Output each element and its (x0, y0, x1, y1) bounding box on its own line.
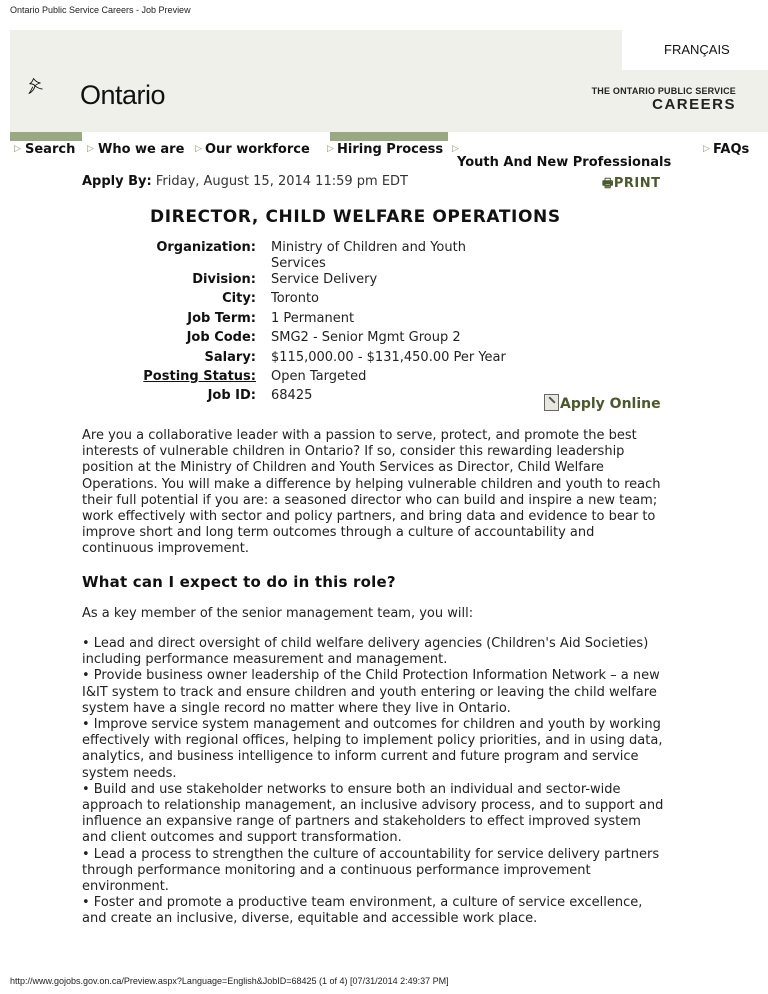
print-header: Ontario Public Service Careers - Job Preview (10, 5, 191, 15)
printer-icon: 🖶 (602, 176, 614, 190)
nav-arrow-icon: ▷ (14, 144, 21, 154)
detail-value (271, 240, 680, 272)
detail-row (60, 311, 680, 330)
detail-row (60, 369, 680, 388)
nav-accent-hiring (330, 132, 448, 141)
nav-accent-search (10, 132, 82, 141)
detail-value: $115,000.00 - $131,450.00 Per Year (271, 349, 506, 365)
nav-hiring-process[interactable]: Hiring Process (337, 142, 444, 157)
detail-label: Organization: (156, 240, 256, 255)
detail-row (60, 330, 680, 349)
detail-value: Service Delivery (271, 272, 378, 287)
apply-online-button[interactable] (544, 394, 661, 412)
job-title: DIRECTOR, CHILD WELFARE OPERATIONS (150, 207, 561, 227)
apply-by (82, 174, 408, 189)
list-item: • Lead a process to strengthen the culture of accountability for service delivery partners through performance monitoring and a continuous performance improvement environment. (82, 846, 660, 895)
list-item: • Build and use stakeholder networks to ensure both an individual and sector-wide approach to relationship management, an inclusive advisory process, and to support and influence an expansive range of partners and stakeholders to effect improved system and client outcomes and support transformation. (82, 781, 664, 846)
list-item: • Foster and promote a productive team environment, a culture of service excellence, and create an inclusive, diverse, equitable and accessible work place. (82, 895, 643, 927)
careers-banner-line2: CAREERS (652, 96, 736, 113)
nav-youth-new-professionals[interactable]: Youth And New Professionals (457, 155, 672, 170)
list-item: • Provide business owner leadership of the Child Protection Information Network – a new I&IT system to track and ensure children and youth entering or leaving the child welfare system have a single record no matter where they live in Ontario. (82, 668, 660, 716)
responsibilities-list (82, 636, 667, 928)
posting-status-link[interactable]: Posting Status: (143, 368, 256, 384)
nav-who-we-are[interactable]: Who we are (98, 142, 185, 157)
careers-banner (560, 86, 736, 113)
detail-label: Job ID: (207, 388, 256, 404)
detail-value: 68425 (271, 388, 313, 404)
detail-value: Toronto (271, 291, 319, 307)
detail-label: Division: (192, 272, 256, 287)
language-link[interactable]: FRANÇAIS (664, 42, 730, 57)
intro-paragraph: Are you a collaborative leader with a passion to serve, protect, and promote the best interests of vulnerable children in Ontario? If so, consider this rewarding leadership position at the Ministry of Children and Youth Services as Director, Child Welfare Operations. You will make a difference by helping vulnerable children and youth to reach their full potential if you are: a seasoned director who can build and inspire a new team; work effectively with sector and policy partners, and bring data and evidence to bear to improve short and long term outcomes through a culture of accountability and continuous improvement. (82, 428, 661, 557)
apply-online-icon (544, 394, 559, 411)
detail-value: SMG2 - Senior Mgmt Group 2 (271, 330, 461, 346)
detail-row (60, 272, 680, 291)
nav-our-workforce[interactable]: Our workforce (205, 142, 310, 157)
job-details-table (60, 240, 680, 408)
apply-by-value: Friday, August 15, 2014 11:59 pm EDT (155, 174, 408, 189)
detail-label: Job Term: (187, 310, 256, 326)
nav-arrow-icon: ▷ (195, 144, 202, 154)
detail-label: City: (222, 291, 256, 307)
nav-arrow-icon: ▷ (87, 144, 94, 154)
trillium-logo-icon (26, 58, 86, 114)
detail-value: Open Targeted (271, 368, 367, 384)
print-label: PRINT (613, 176, 661, 191)
print-footer: http://www.gojobs.gov.on.ca/Preview.aspx?Language=English&JobID=68425 (1 of 4) [07/31/2014 2:49:37 PM] (10, 976, 449, 986)
organization-value: Ministry of Children and Youth Services (271, 240, 466, 271)
detail-row (60, 240, 680, 272)
ontario-wordmark[interactable]: Ontario (80, 80, 166, 110)
careers-banner-line1: THE ONTARIO PUBLIC SERVICE (591, 86, 736, 96)
detail-row (60, 291, 680, 310)
detail-label: Salary: (204, 349, 256, 365)
print-button[interactable] (602, 174, 660, 195)
apply-by-label: Apply By: (82, 174, 152, 189)
section-heading: What can I expect to do in this role? (82, 573, 396, 591)
nav-search[interactable]: Search (25, 142, 76, 157)
nav-arrow-icon: ▷ (452, 144, 459, 154)
detail-row (60, 350, 680, 369)
nav-arrow-icon: ▷ (703, 144, 710, 154)
nav-faqs[interactable]: FAQs (713, 142, 750, 157)
apply-online-label: Apply Online (560, 396, 661, 412)
nav-arrow-icon: ▷ (327, 144, 334, 154)
list-item: • Improve service system management and outcomes for children and youth by working effectively with regional offices, helping to implement policy priorities, and in using data, analytics, and business intelligence to inform current and future program and service system needs. (82, 717, 663, 781)
detail-value: 1 Permanent (271, 310, 355, 326)
list-item: • Lead and direct oversight of child welfare delivery agencies (Children's Aid Societies) including performance measurement and management. (82, 636, 649, 668)
lead-in-text: As a key member of the senior management team, you will: (82, 606, 474, 621)
detail-label: Job Code: (186, 330, 256, 346)
